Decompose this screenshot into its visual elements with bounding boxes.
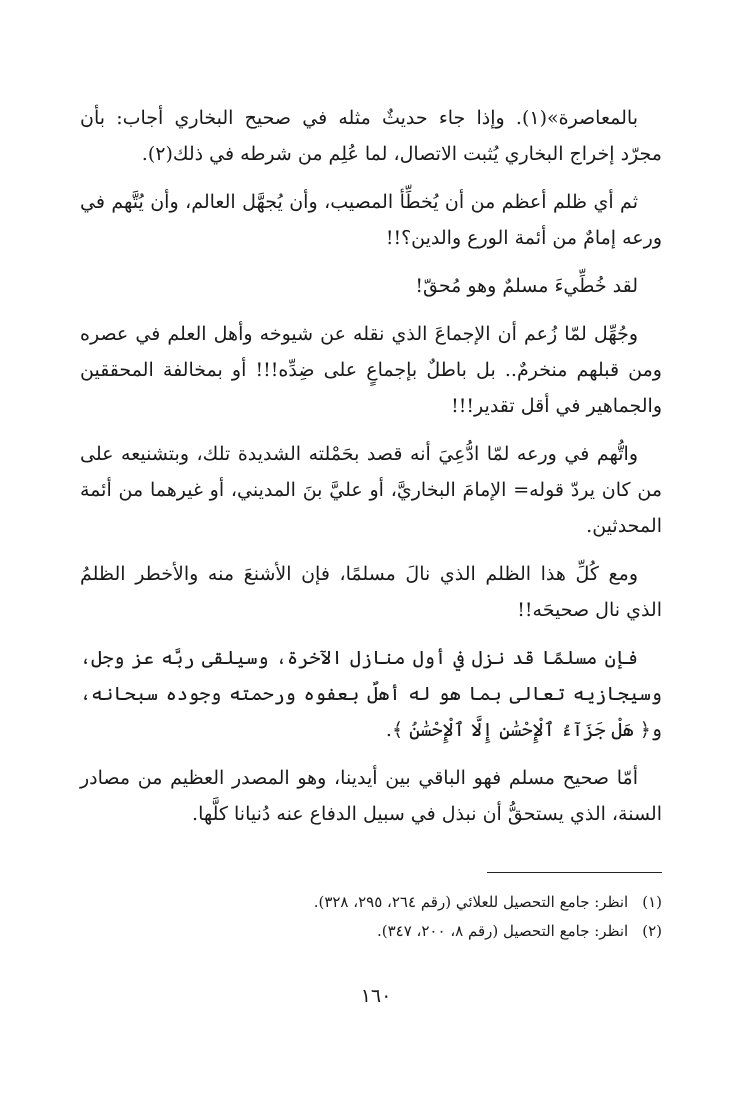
paragraph-4: وجُهِّل لمّا زُعم أن الإجماعَ الذي نقله عن شيوخه وأهل العلم في عصره ومن قبلهم منخرمٌ.. بل باطلٌ بإجماعٍ على ضِدِّه!!! أو بمخالفة المحققين والجماهير في أقل تقدير!!!	[80, 323, 662, 417]
footnote-number: (١)	[642, 893, 662, 911]
paragraph-1: بالمعاصرة»(١). وإذا جاء حديثٌ مثله في صحيح البخاري أجاب: بأن مجرّد إخراج البخاري يُثبت الاتصال، لما عُلِم من شرطه في ذلك(٢).	[80, 107, 662, 165]
footnotes	[80, 888, 662, 946]
footnote-2	[80, 917, 662, 946]
footnote-divider	[487, 872, 662, 873]
paragraph-6: ومع كُلِّ هذا الظلم الذي نالَ مسلمًا، فإن الأشنعَ منه والأخطر الظلمُ الذي نال صحيحَه!!	[80, 563, 662, 621]
paragraph-7: فإن مسلمًا قد نزل في أول منازل الآخرة، وسيلقى ربَّه عز وجل، وسيجازيه تعالى بما هو له أهلٌ بعفوه ورحمته وجوده سبحانه، و﴿ هَلْ جَزَآءُ ٱلْإِحْسَٰنِ إِلَّا ٱلْإِحْسَٰنُ ﴾.	[80, 647, 662, 741]
footnote-text: انظر: جامع التحصيل (رقم ٨، ٢٠٠، ٣٤٧).	[376, 922, 629, 940]
paragraph-5: واتُّهم في ورعه لمّا ادُّعِيَ أنه قصد بحَمْلته الشديدة تلك، وبتشنيعه على من كان يردّ قوله= الإمامَ البخاريَّ، أو عليَّ بنَ المديني، أو غيرهما من أئمة المحدثين.	[80, 443, 662, 537]
page-number: ١٦٠	[360, 985, 392, 1007]
main-text	[80, 100, 662, 832]
paragraph-3: لقد خُطِّيءَ مسلمٌ وهو مُحقّ!	[415, 275, 638, 297]
footnote-1	[80, 888, 662, 917]
paragraph-8: أمّا صحيح مسلم فهو الباقي بين أيدينا، وهو المصدر العظيم من مصادر السنة، الذي يستحقُّ أن نبذل في سبيل الدفاع عنه دُنيانا كلَّها.	[80, 767, 662, 825]
paragraph-2: ثم أي ظلم أعظم من أن يُخطِّأ المصيب، وأن يُجهَّل العالم، وأن يُتَّهم في ورعه إمامٌ من أئمة الورع والدين؟!!	[80, 191, 662, 249]
footnote-text: انظر: جامع التحصيل للعلائي (رقم ٢٦٤، ٢٩٥، ٣٢٨).	[313, 893, 629, 911]
footnote-number: (٢)	[642, 922, 662, 940]
